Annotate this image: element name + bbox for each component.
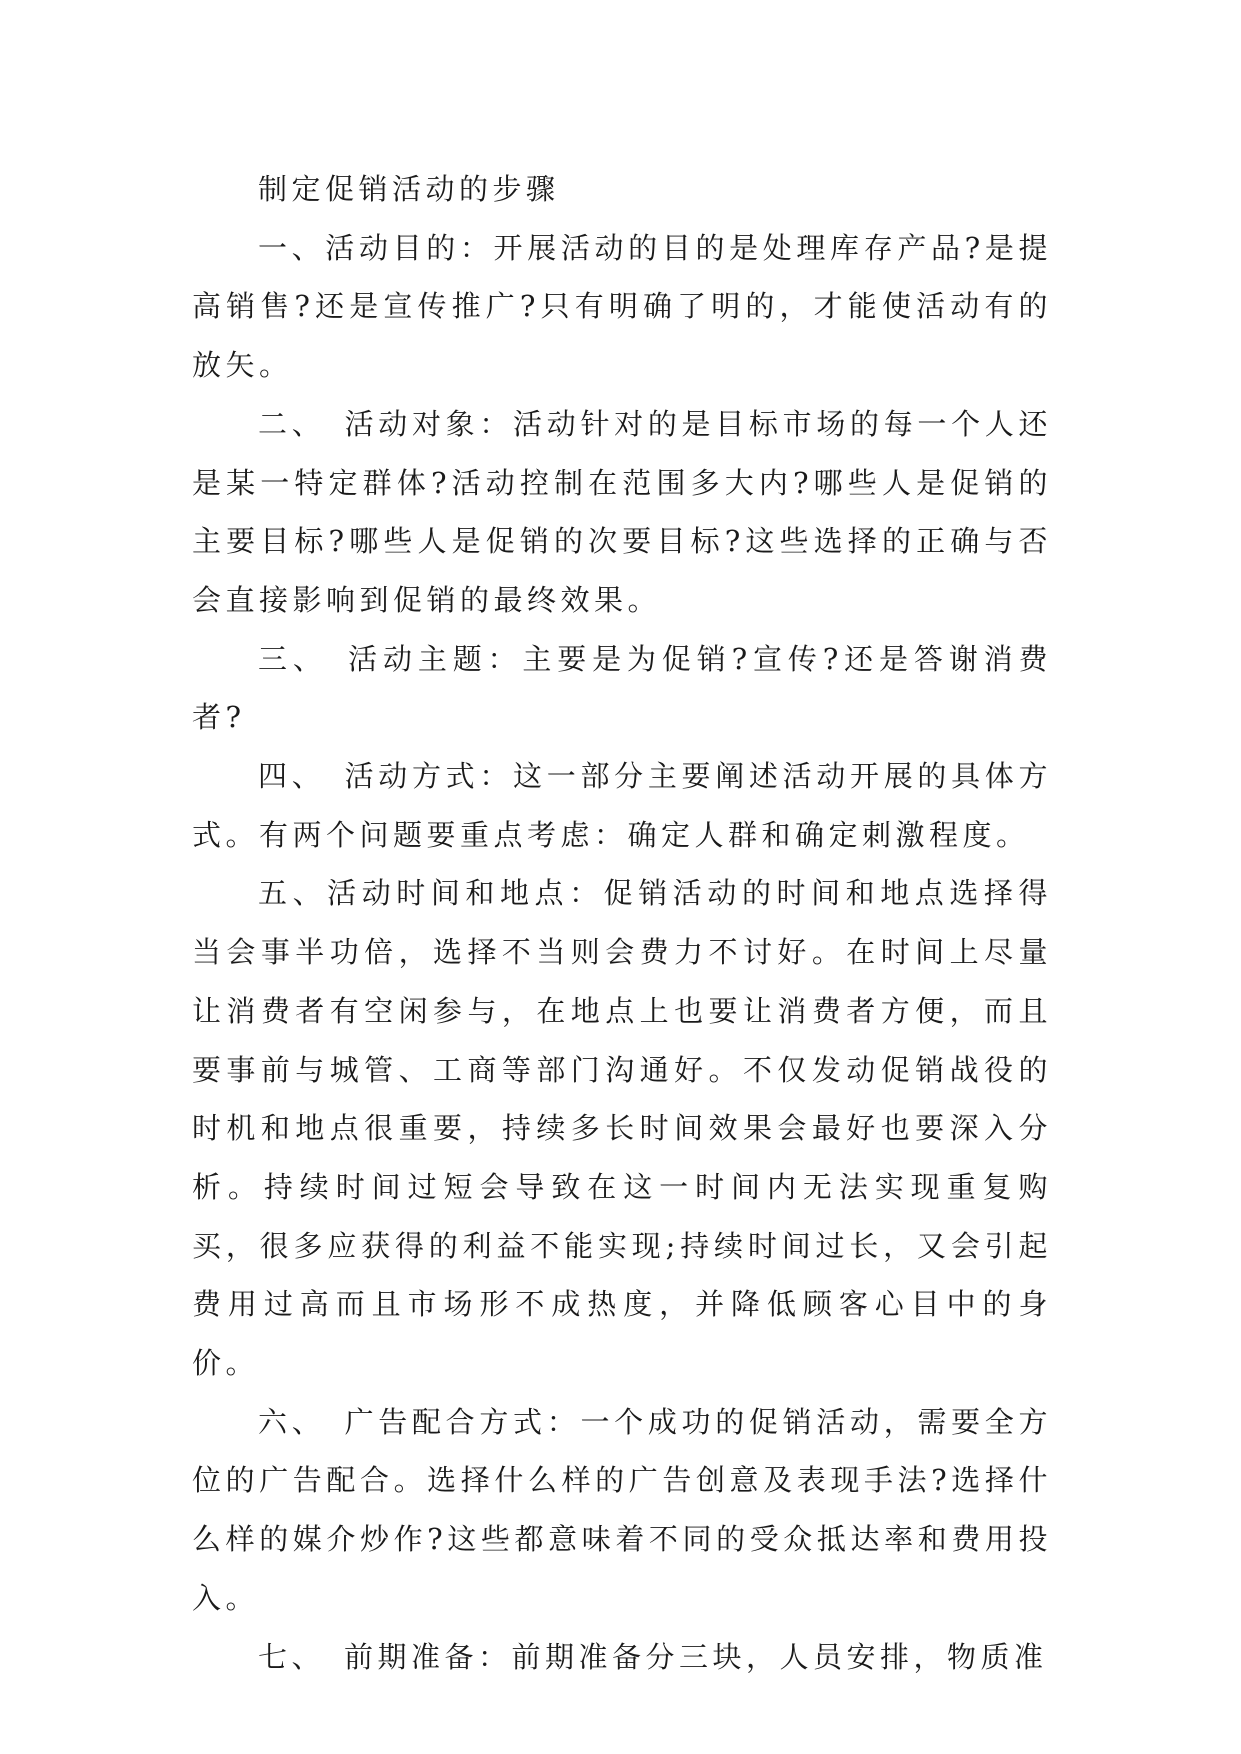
paragraph-activity-theme: 三、 活动主题：主要是为促销?宣传?还是答谢消费者? bbox=[192, 641, 1052, 735]
paragraph-preparation: 七、 前期准备：前期准备分三块，人员安排，物质准 bbox=[258, 1639, 1048, 1674]
paragraph-activity-target: 二、 活动对象：活动针对的是目标市场的每一个人还是某一特定群体?活动控制在范围多大内?哪些人是促销的主要目标?哪些人是促销的次要目标?这些选择的正确与否会直接影响到促销的最终效果。 bbox=[192, 406, 1052, 617]
paragraph-time-and-place: 五、活动时间和地点：促销活动的时间和地点选择得当会事半功倍，选择不当则会费力不讨好。在时间上尽量让消费者有空闲参与，在地点上也要让消费者方便，而且要事前与城管、工商等部门沟通好。不仅发动促销战役的时机和地点很重要，持续多长时间效果会最好也要深入分析。持续时间过短会导致在这一时间内无法实现重复购买，很多应获得的利益不能实现;持续时间过长，又会引起费用过高而且市场形不成热度，并降低顾客心目中的身价。 bbox=[192, 876, 1052, 1381]
paragraph-activity-purpose: 一、活动目的：开展活动的目的是处理库存产品?是提高销售?还是宣传推广?只有明确了明的，才能使活动有的放矢。 bbox=[192, 230, 1052, 383]
paragraph-advertising: 六、 广告配合方式：一个成功的促销活动，需要全方位的广告配合。选择什么样的广告创意及表现手法?选择什么样的媒介炒作?这些都意味着不同的受众抵达率和费用投入。 bbox=[192, 1404, 1052, 1615]
document-body bbox=[192, 160, 1052, 1686]
paragraph-activity-method: 四、 活动方式：这一部分主要阐述活动开展的具体方式。有两个问题要重点考虑：确定人群和确定刺激程度。 bbox=[192, 759, 1052, 852]
document-title: 制定促销活动的步骤 bbox=[258, 172, 560, 206]
